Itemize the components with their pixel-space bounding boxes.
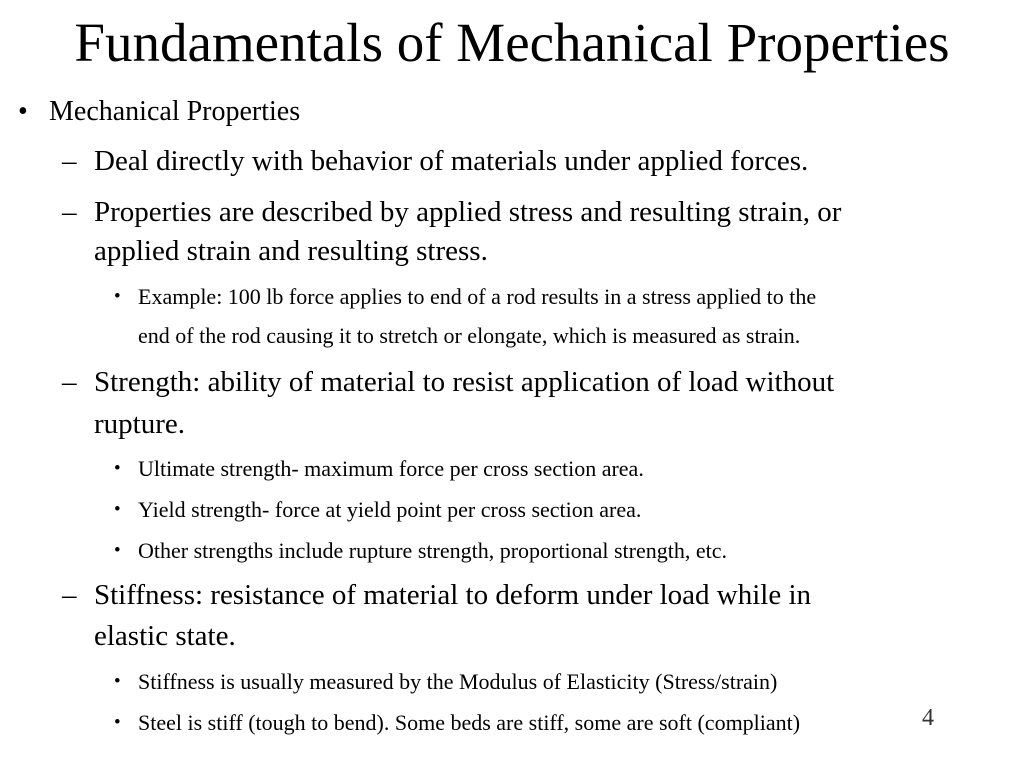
slide-title: Fundamentals of Mechanical Properties <box>74 12 950 73</box>
bullet-marker: • <box>18 96 28 127</box>
subitem-text-line2: elastic state. <box>94 620 236 652</box>
subitem-text: Deal directly with behavior of materials under applied forces. <box>94 145 809 177</box>
subitem-text-line1: Stiffness: resistance of material to deform under load while in <box>94 579 812 611</box>
subsub-text: Yield strength- force at yield point per cross section area. <box>138 497 642 522</box>
dash-marker: – <box>62 366 77 398</box>
subsub-text-line2: end of the rod causing it to stretch or elongate, which is measured as strain. <box>138 323 801 348</box>
bullet-marker: • <box>114 671 121 692</box>
subsub-text: Ultimate strength- maximum force per cross section area. <box>138 456 644 481</box>
bullet-marker: • <box>114 540 121 561</box>
bullet-marker: • <box>114 499 121 520</box>
bullet-marker: • <box>114 712 121 733</box>
dash-marker: – <box>62 196 77 228</box>
dash-marker: – <box>62 579 77 611</box>
subsub-text-line1: Example: 100 lb force applies to end of a rod results in a stress applied to the <box>138 284 817 309</box>
subitem-text-line2: applied strain and resulting stress. <box>94 235 488 267</box>
dash-marker: – <box>62 145 77 177</box>
subitem-text-line1: Strength: ability of material to resist application of load without <box>94 366 835 398</box>
bullet-marker: • <box>114 286 121 307</box>
subitem-text-line2: rupture. <box>94 408 185 440</box>
subsub-text: Stiffness is usually measured by the Modulus of Elasticity (Stress/strain) <box>138 669 778 694</box>
subitem-text-line1: Properties are described by applied stress and resulting strain, or <box>94 196 842 228</box>
subsub-text: Steel is stiff (tough to bend). Some beds are stiff, some are soft (compliant) <box>138 710 801 735</box>
bullet-marker: • <box>114 458 121 479</box>
bullet-text: Mechanical Properties <box>49 96 301 127</box>
page-number: 4 <box>922 705 934 731</box>
subsub-text: Other strengths include rupture strength, proportional strength, etc. <box>138 538 727 563</box>
